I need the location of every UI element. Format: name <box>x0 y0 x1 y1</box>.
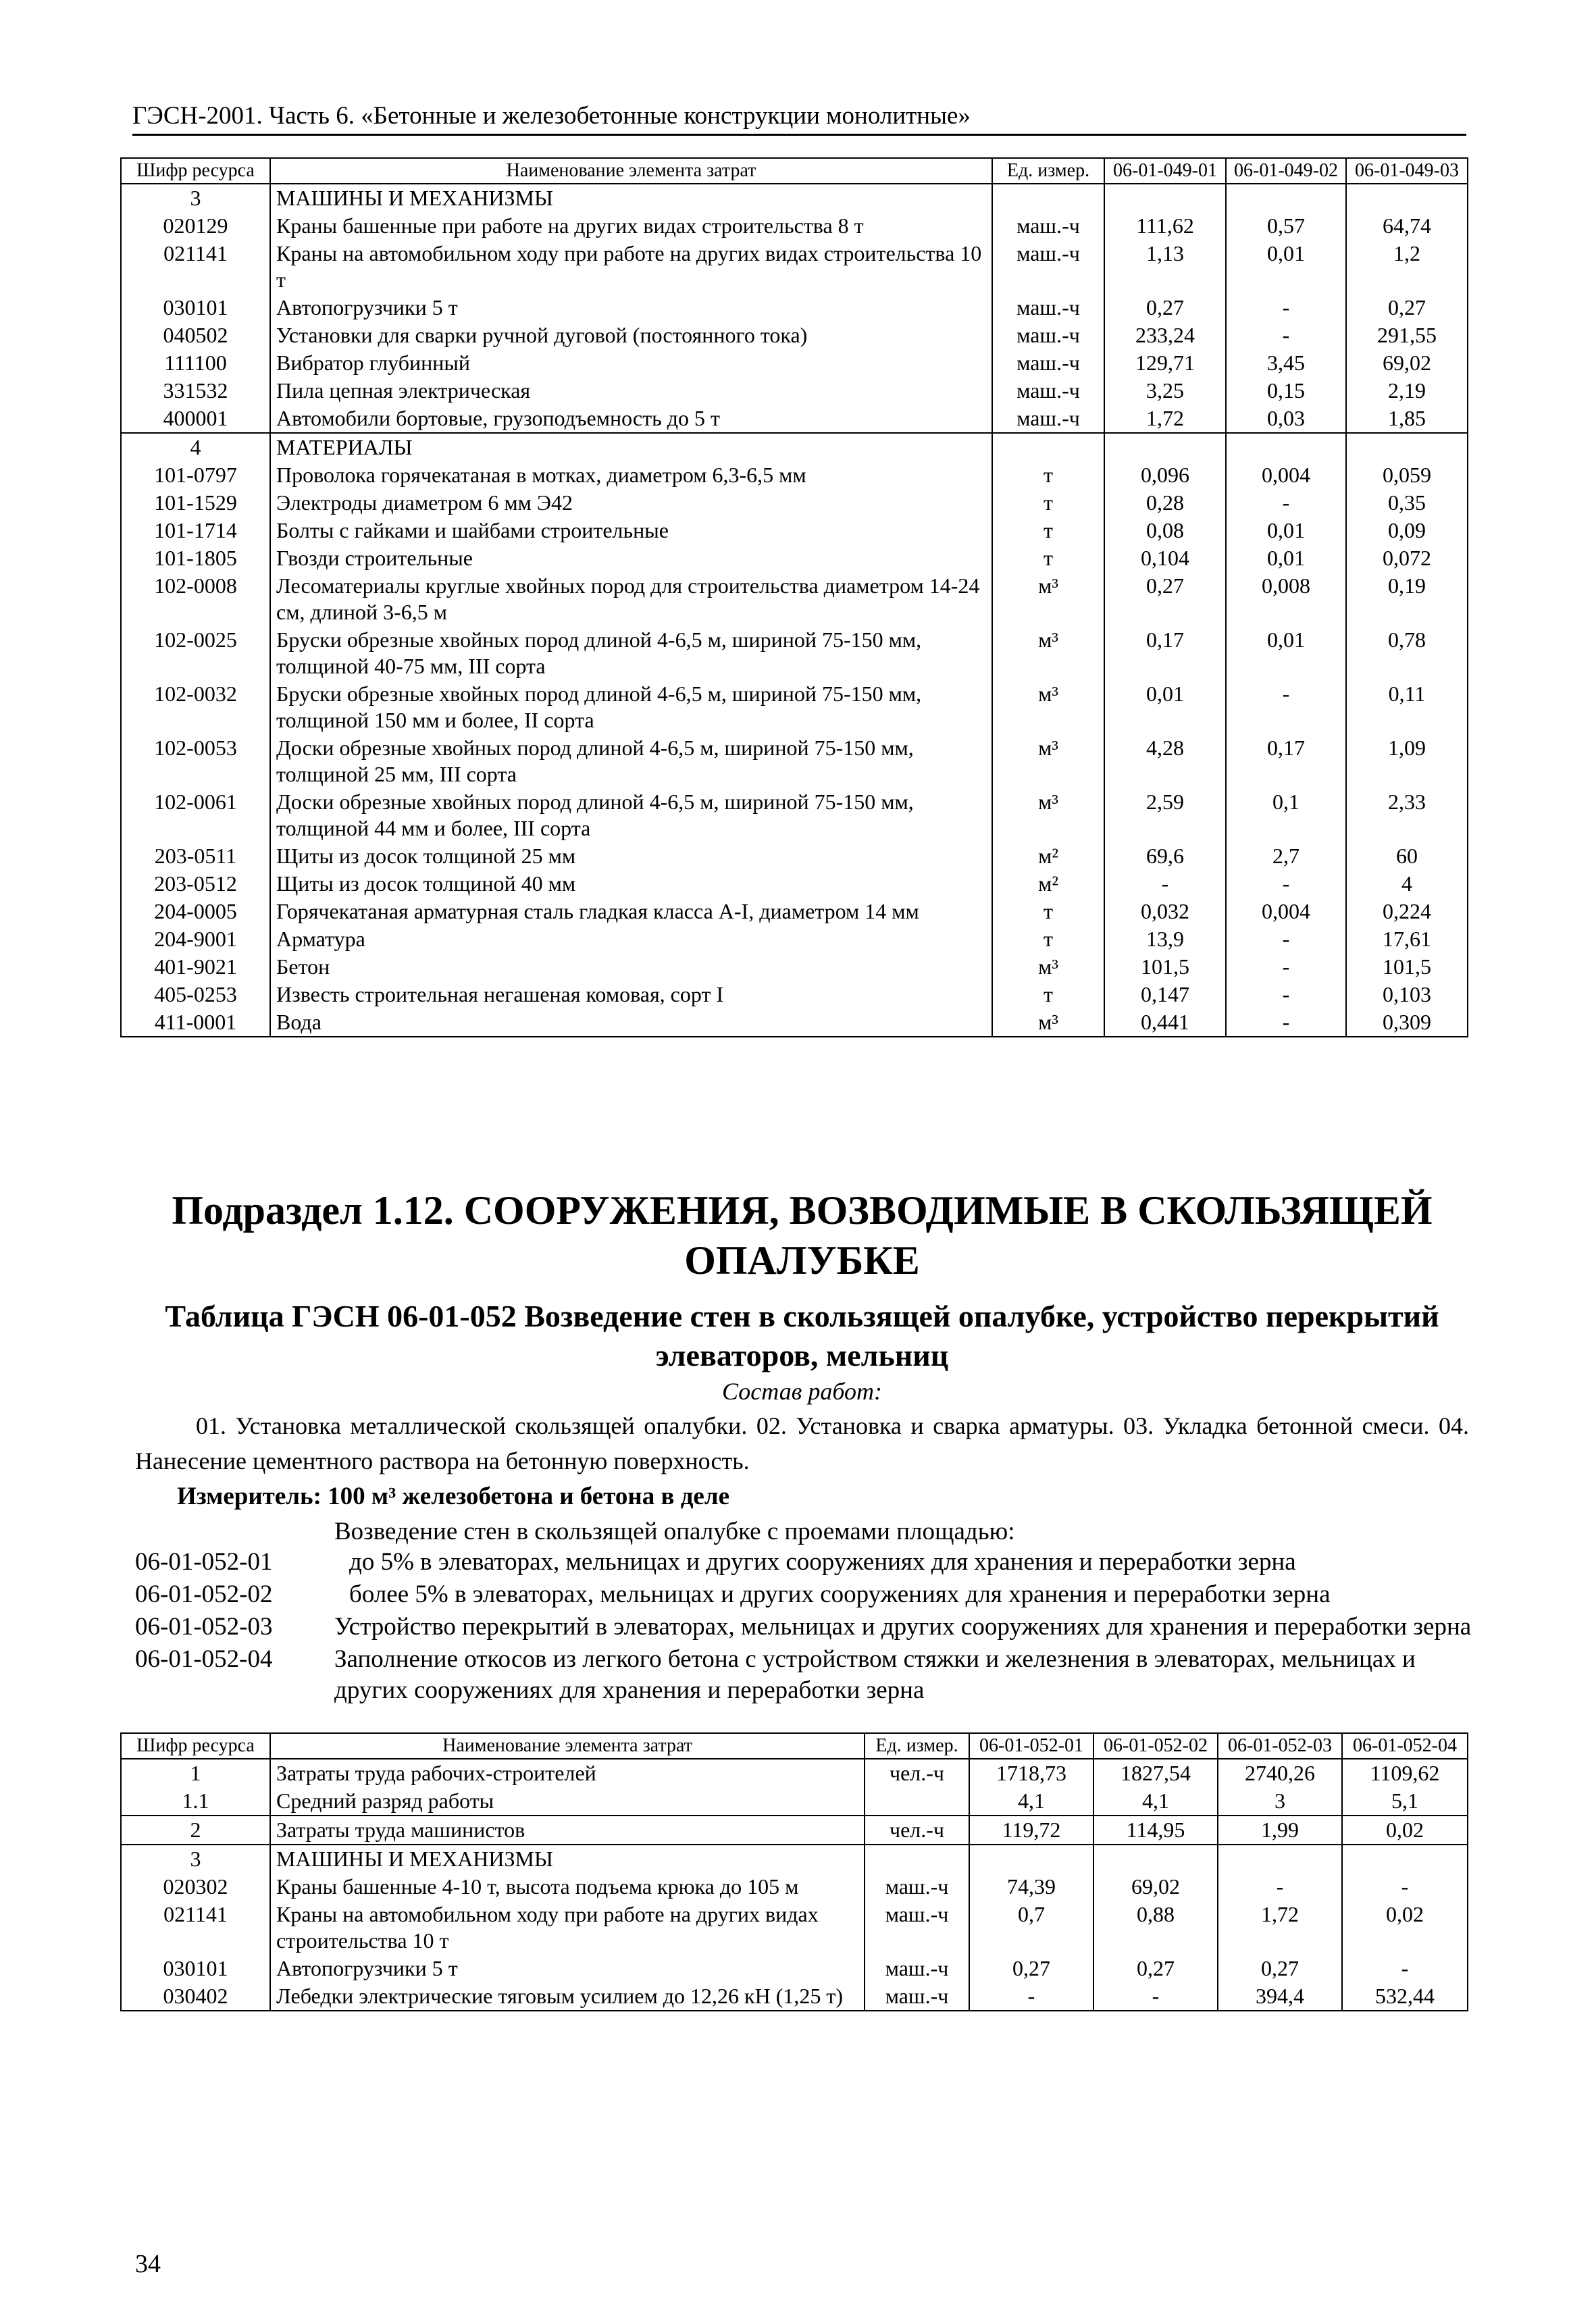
cell-value <box>1104 433 1226 461</box>
cell-name: Затраты труда рабочих-строителей <box>270 1759 865 1787</box>
cell-unit: маш.-ч <box>992 240 1104 294</box>
cell-value: - <box>1226 294 1346 322</box>
table-row <box>121 1816 1468 1845</box>
cell-value: - <box>1226 870 1346 898</box>
cell-code: 400001 <box>121 405 270 433</box>
cell-value: - <box>1342 1955 1468 1982</box>
cell-value: 74,39 <box>969 1873 1093 1901</box>
cell-unit: м³ <box>992 680 1104 734</box>
cell-value: 4,1 <box>1093 1787 1218 1816</box>
table-row <box>121 842 1468 870</box>
cell-name: Средний разряд работы <box>270 1787 865 1816</box>
cell-value: 111,62 <box>1104 212 1226 240</box>
cell-unit: т <box>992 461 1104 489</box>
cell-value: 0,224 <box>1346 898 1468 925</box>
cell-value: 1718,73 <box>969 1759 1093 1787</box>
table-row <box>121 788 1468 842</box>
cell-name: Затраты труда машинистов <box>270 1816 865 1845</box>
cell-code: 102-0053 <box>121 734 270 788</box>
cell-code: 021141 <box>121 240 270 294</box>
norm-code: 06-01-052-02 <box>135 1580 273 1608</box>
cell-value: 0,032 <box>1104 898 1226 925</box>
cell-name: Проволока горячекатаная в мотках, диаметром 6,3-6,5 мм <box>270 461 992 489</box>
cell-value <box>1342 1845 1468 1873</box>
cell-unit <box>865 1845 969 1873</box>
cell-unit: маш.-ч <box>865 1901 969 1955</box>
cell-value: 0,08 <box>1104 517 1226 544</box>
cell-unit <box>992 184 1104 212</box>
cell-value: - <box>1226 981 1346 1008</box>
table-row <box>121 544 1468 572</box>
cell-code: 020129 <box>121 212 270 240</box>
cell-value: - <box>1226 680 1346 734</box>
cell-value: - <box>1093 1982 1218 2011</box>
cell-unit <box>865 1787 969 1816</box>
cell-value <box>1226 184 1346 212</box>
cell-value: 0,004 <box>1226 898 1346 925</box>
table-row <box>121 240 1468 294</box>
cell-value: 0,147 <box>1104 981 1226 1008</box>
cell-code: 204-0005 <box>121 898 270 925</box>
cell-code: 1 <box>121 1759 270 1787</box>
cell-value: 1,09 <box>1346 734 1468 788</box>
table-row <box>121 1901 1468 1955</box>
cell-name: МАТЕРИАЛЫ <box>270 433 992 461</box>
cell-value: - <box>1218 1873 1342 1901</box>
cell-value: 1,13 <box>1104 240 1226 294</box>
cell-code: 102-0032 <box>121 680 270 734</box>
cell-unit: маш.-ч <box>992 294 1104 322</box>
cell-name: Пила цепная электрическая <box>270 377 992 405</box>
cell-value: 129,71 <box>1104 349 1226 377</box>
table-body <box>121 1759 1468 2011</box>
col-unit-header: Ед. измер. <box>992 158 1104 184</box>
norm-code: 06-01-052-04 <box>135 1645 273 1673</box>
cell-unit: маш.-ч <box>865 1873 969 1901</box>
cell-value: 0,27 <box>1093 1955 1218 1982</box>
cell-value: 69,02 <box>1346 349 1468 377</box>
measure-unit: Измеритель: 100 м³ железобетона и бетона в деле <box>177 1483 730 1510</box>
cell-code: 4 <box>121 433 270 461</box>
resource-table-049 <box>120 157 1468 1037</box>
cell-value: 0,441 <box>1104 1008 1226 1037</box>
table-row <box>121 572 1468 626</box>
cell-value: - <box>1342 1873 1468 1901</box>
cell-value: 0,27 <box>1218 1955 1342 1982</box>
cell-code: 102-0008 <box>121 572 270 626</box>
cell-value: 0,01 <box>1226 544 1346 572</box>
cell-code: 204-9001 <box>121 925 270 953</box>
table-body <box>121 184 1468 1037</box>
cell-name: Арматура <box>270 925 992 953</box>
cell-value: - <box>1226 1008 1346 1037</box>
cell-value: 0,17 <box>1226 734 1346 788</box>
cell-value: - <box>1226 489 1346 517</box>
cell-name: Краны на автомобильном ходу при работе на других видах строительства 10 т <box>270 1901 865 1955</box>
cell-unit: маш.-ч <box>992 322 1104 349</box>
cell-code: 102-0061 <box>121 788 270 842</box>
cell-value: 0,28 <box>1104 489 1226 517</box>
table-header-row <box>121 1733 1468 1759</box>
col-norm-header: 06-01-049-02 <box>1226 158 1346 184</box>
cell-value <box>1104 184 1226 212</box>
cell-name: Бруски обрезные хвойных пород длиной 4-6,5 м, шириной 75-150 мм, толщиной 40-75 мм, III сорта <box>270 626 992 680</box>
cell-value: 3,25 <box>1104 377 1226 405</box>
cell-value: 0,104 <box>1104 544 1226 572</box>
cell-value: 0,01 <box>1104 680 1226 734</box>
table-row <box>121 898 1468 925</box>
table-row <box>121 1787 1468 1816</box>
cell-unit: т <box>992 544 1104 572</box>
cell-value: 0,059 <box>1346 461 1468 489</box>
cell-value <box>1346 433 1468 461</box>
cell-value: 1,99 <box>1218 1816 1342 1845</box>
cell-value <box>969 1845 1093 1873</box>
cell-value: 1,72 <box>1218 1901 1342 1955</box>
norm-code-item <box>135 1644 1472 1706</box>
cell-name: Гвозди строительные <box>270 544 992 572</box>
cell-value: 5,1 <box>1342 1787 1468 1816</box>
cell-value: - <box>1226 322 1346 349</box>
cell-code: 101-1529 <box>121 489 270 517</box>
table-row <box>121 349 1468 377</box>
cell-unit: т <box>992 489 1104 517</box>
cell-code: 101-1714 <box>121 517 270 544</box>
cell-value: 4 <box>1346 870 1468 898</box>
norm-code-text: до 5% в элеваторах, мельницах и других сооружениях для хранения и переработки зерна <box>349 1548 1296 1576</box>
cell-code: 2 <box>121 1816 270 1845</box>
cell-name: Электроды диаметром 6 мм Э42 <box>270 489 992 517</box>
table-row <box>121 981 1468 1008</box>
col-code-header: Шифр ресурса <box>121 1733 270 1759</box>
cell-name: Краны башенные 4-10 т, высота подъема крюка до 105 м <box>270 1873 865 1901</box>
col-norm-header: 06-01-052-03 <box>1218 1733 1342 1759</box>
cell-value: 101,5 <box>1104 953 1226 981</box>
cell-value: 394,4 <box>1218 1982 1342 2011</box>
cell-value: 0,88 <box>1093 1901 1218 1955</box>
cell-name: Вибратор глубинный <box>270 349 992 377</box>
cell-name: МАШИНЫ И МЕХАНИЗМЫ <box>270 1845 865 1873</box>
norm-table-title: Таблица ГЭСН 06-01-052 Возведение стен в скользящей опалубке, устройство перекрытий элеваторов, мельниц <box>165 1299 1439 1372</box>
cell-name: Бетон <box>270 953 992 981</box>
cell-unit: м² <box>992 870 1104 898</box>
cell-unit: м³ <box>992 953 1104 981</box>
cell-value: 17,61 <box>1346 925 1468 953</box>
cell-code: 405-0253 <box>121 981 270 1008</box>
cell-value: 0,27 <box>1346 294 1468 322</box>
cell-name: Известь строительная негашеная комовая, сорт I <box>270 981 992 1008</box>
cell-unit: маш.-ч <box>992 405 1104 433</box>
cell-name: Установки для сварки ручной дуговой (постоянного тока) <box>270 322 992 349</box>
cell-value: 532,44 <box>1342 1982 1468 2011</box>
norm-code: 06-01-052-01 <box>135 1548 273 1576</box>
cell-value: 1,72 <box>1104 405 1226 433</box>
cell-value: 291,55 <box>1346 322 1468 349</box>
cell-code: 203-0511 <box>121 842 270 870</box>
cell-code: 331532 <box>121 377 270 405</box>
table-row <box>121 870 1468 898</box>
cell-value: 2,59 <box>1104 788 1226 842</box>
cell-value: 0,02 <box>1342 1816 1468 1845</box>
cell-name: Краны на автомобильном ходу при работе на других видах строительства 10 т <box>270 240 992 294</box>
cell-value: 0,78 <box>1346 626 1468 680</box>
cell-value: 0,1 <box>1226 788 1346 842</box>
cell-unit: т <box>992 925 1104 953</box>
norm-code-item <box>135 1547 1472 1578</box>
cell-value: - <box>1226 953 1346 981</box>
cell-value: 69,02 <box>1093 1873 1218 1901</box>
cell-name: Горячекатаная арматурная сталь гладкая класса А-I, диаметром 14 мм <box>270 898 992 925</box>
subsection-title: Подраздел 1.12. СООРУЖЕНИЯ, ВОЗВОДИМЫЕ В СКОЛЬЗЯЩЕЙ ОПАЛУБКЕ <box>172 1188 1433 1283</box>
norm-code: 06-01-052-03 <box>135 1613 273 1641</box>
cell-code: 1.1 <box>121 1787 270 1816</box>
cell-value: - <box>969 1982 1093 2011</box>
cell-value: 0,03 <box>1226 405 1346 433</box>
cell-value: 0,103 <box>1346 981 1468 1008</box>
cell-name: Краны башенные при работе на других видах строительства 8 т <box>270 212 992 240</box>
cell-value: 3,45 <box>1226 349 1346 377</box>
cell-code: 030402 <box>121 1982 270 2011</box>
cell-unit: маш.-ч <box>992 349 1104 377</box>
cell-value: 114,95 <box>1093 1816 1218 1845</box>
cell-value: 1109,62 <box>1342 1759 1468 1787</box>
table-row <box>121 734 1468 788</box>
cell-value: 0,01 <box>1226 517 1346 544</box>
cell-value: 0,072 <box>1346 544 1468 572</box>
col-norm-header: 06-01-052-01 <box>969 1733 1093 1759</box>
cell-code: 101-1805 <box>121 544 270 572</box>
cell-code: 030101 <box>121 1955 270 1982</box>
cell-value: 4,1 <box>969 1787 1093 1816</box>
cell-value: 69,6 <box>1104 842 1226 870</box>
cell-value: 0,15 <box>1226 377 1346 405</box>
cell-unit: чел.-ч <box>865 1816 969 1845</box>
cell-code: 3 <box>121 1845 270 1873</box>
cell-name: Лесоматериалы круглые хвойных пород для строительства диаметром 14-24 см, длиной 3-6,5 м <box>270 572 992 626</box>
table-row <box>121 294 1468 322</box>
col-unit-header: Ед. измер. <box>865 1733 969 1759</box>
cell-unit: маш.-ч <box>865 1955 969 1982</box>
cell-name: Лебедки электрические тяговым усилием до 12,26 кН (1,25 т) <box>270 1982 865 2011</box>
table-row <box>121 489 1468 517</box>
cell-unit: м² <box>992 842 1104 870</box>
codes-intro: Возведение стен в скользящей опалубке с проемами площадью: <box>334 1518 1015 1545</box>
table-section-row <box>121 184 1468 212</box>
cell-unit: м³ <box>992 572 1104 626</box>
cell-value: 60 <box>1346 842 1468 870</box>
cell-code: 401-9021 <box>121 953 270 981</box>
cell-code: 021141 <box>121 1901 270 1955</box>
cell-unit <box>992 433 1104 461</box>
cell-value: 0,01 <box>1226 626 1346 680</box>
cell-value: 233,24 <box>1104 322 1226 349</box>
table-row <box>121 212 1468 240</box>
table-row <box>121 461 1468 489</box>
table-row <box>121 680 1468 734</box>
cell-unit: т <box>992 981 1104 1008</box>
cell-value <box>1093 1845 1218 1873</box>
cell-value <box>1346 184 1468 212</box>
cell-value: 3 <box>1218 1787 1342 1816</box>
col-code-header: Шифр ресурса <box>121 158 270 184</box>
norm-code-item <box>135 1579 1472 1610</box>
cell-name: Доски обрезные хвойных пород длиной 4-6,5 м, шириной 75-150 мм, толщиной 44 мм и более, III сорта <box>270 788 992 842</box>
cell-name: Автомобили бортовые, грузоподъемность до 5 т <box>270 405 992 433</box>
cell-value: 0,11 <box>1346 680 1468 734</box>
cell-code: 040502 <box>121 322 270 349</box>
cell-value: 0,27 <box>1104 294 1226 322</box>
cell-unit: маш.-ч <box>865 1982 969 2011</box>
norm-code-text: более 5% в элеваторах, мельницах и других сооружениях для хранения и переработки зерна <box>349 1580 1331 1608</box>
norm-codes-list <box>135 1547 1472 1707</box>
cell-value: 1,2 <box>1346 240 1468 294</box>
cell-value: 0,17 <box>1104 626 1226 680</box>
cell-value: 64,74 <box>1346 212 1468 240</box>
cell-code: 030101 <box>121 294 270 322</box>
norm-code-text: Устройство перекрытий в элеваторах, мельницах и других сооружениях для хранения и переработки зерна <box>334 1613 1472 1641</box>
cell-code: 3 <box>121 184 270 212</box>
cell-value: 1827,54 <box>1093 1759 1218 1787</box>
composition-title: Состав работ: <box>722 1378 882 1405</box>
table-section-row <box>121 433 1468 461</box>
cell-value: - <box>1226 925 1346 953</box>
col-norm-header: 06-01-049-03 <box>1346 158 1468 184</box>
cell-name: Бруски обрезные хвойных пород длиной 4-6,5 м, шириной 75-150 мм, толщиной 150 мм и более, II сорта <box>270 680 992 734</box>
table-row <box>121 953 1468 981</box>
table-header-row <box>121 158 1468 184</box>
col-norm-header: 06-01-049-01 <box>1104 158 1226 184</box>
table-section-row <box>121 1845 1468 1873</box>
cell-name: Автопогрузчики 5 т <box>270 294 992 322</box>
col-norm-header: 06-01-052-04 <box>1342 1733 1468 1759</box>
cell-name: Болты с гайками и шайбами строительные <box>270 517 992 544</box>
cell-unit: т <box>992 517 1104 544</box>
col-name-header: Наименование элемента затрат <box>270 158 992 184</box>
cell-code: 102-0025 <box>121 626 270 680</box>
cell-value: 0,008 <box>1226 572 1346 626</box>
cell-value: 4,28 <box>1104 734 1226 788</box>
cell-value: 0,096 <box>1104 461 1226 489</box>
cell-value: 0,01 <box>1226 240 1346 294</box>
resource-table-052 <box>120 1732 1468 2011</box>
table-row <box>121 377 1468 405</box>
cell-name: Щиты из досок толщиной 25 мм <box>270 842 992 870</box>
cell-value: 0,19 <box>1346 572 1468 626</box>
table-row <box>121 405 1468 433</box>
cell-value: 0,57 <box>1226 212 1346 240</box>
cell-code: 020302 <box>121 1873 270 1901</box>
works-description: 01. Установка металлической скользящей опалубки. 02. Установка и сварка арматуры. 03. Укладка бетонной смеси. 04. Нанесение цементного раствора на бетонную поверхность. <box>135 1412 1469 1474</box>
cell-unit: маш.-ч <box>992 212 1104 240</box>
cell-value: 0,004 <box>1226 461 1346 489</box>
cell-code: 111100 <box>121 349 270 377</box>
cell-code: 411-0001 <box>121 1008 270 1037</box>
table-row <box>121 517 1468 544</box>
cell-value: 0,309 <box>1346 1008 1468 1037</box>
cell-value: 0,02 <box>1342 1901 1468 1955</box>
cell-unit: м³ <box>992 734 1104 788</box>
cell-value: 2,7 <box>1226 842 1346 870</box>
cell-value: 0,7 <box>969 1901 1093 1955</box>
table-row <box>121 1759 1468 1787</box>
cell-value <box>1226 433 1346 461</box>
norm-code-item <box>135 1612 1472 1643</box>
table-row <box>121 322 1468 349</box>
cell-unit: маш.-ч <box>992 377 1104 405</box>
cell-unit: м³ <box>992 788 1104 842</box>
norm-code-text: Заполнение откосов из легкого бетона с устройством стяжки и железнения в элеваторах, мельницах и других сооружениях для хранения и переработки зерна <box>334 1645 1416 1704</box>
cell-value: 119,72 <box>969 1816 1093 1845</box>
cell-name: Щиты из досок толщиной 40 мм <box>270 870 992 898</box>
cell-value: 0,09 <box>1346 517 1468 544</box>
cell-value: - <box>1104 870 1226 898</box>
col-norm-header: 06-01-052-02 <box>1093 1733 1218 1759</box>
table-row <box>121 1955 1468 1982</box>
cell-unit: т <box>992 898 1104 925</box>
table-row <box>121 1008 1468 1037</box>
cell-value: 2,19 <box>1346 377 1468 405</box>
cell-unit: чел.-ч <box>865 1759 969 1787</box>
cell-name: Доски обрезные хвойных пород длиной 4-6,5 м, шириной 75-150 мм, толщиной 25 мм, III сорта <box>270 734 992 788</box>
table-row <box>121 925 1468 953</box>
cell-value: 13,9 <box>1104 925 1226 953</box>
cell-value: 0,35 <box>1346 489 1468 517</box>
running-header: ГЭСН-2001. Часть 6. «Бетонные и железобетонные конструкции монолитные» <box>132 101 1466 136</box>
page-number: 34 <box>135 2250 161 2278</box>
cell-unit: м³ <box>992 1008 1104 1037</box>
table-row <box>121 1873 1468 1901</box>
table-row <box>121 1982 1468 2011</box>
cell-value: 101,5 <box>1346 953 1468 981</box>
cell-name: Вода <box>270 1008 992 1037</box>
cell-unit: м³ <box>992 626 1104 680</box>
table-row <box>121 626 1468 680</box>
cell-name: Автопогрузчики 5 т <box>270 1955 865 1982</box>
cell-value: 0,27 <box>1104 572 1226 626</box>
cell-value <box>1218 1845 1342 1873</box>
col-name-header: Наименование элемента затрат <box>270 1733 865 1759</box>
cell-name: МАШИНЫ И МЕХАНИЗМЫ <box>270 184 992 212</box>
cell-value: 2740,26 <box>1218 1759 1342 1787</box>
cell-value: 2,33 <box>1346 788 1468 842</box>
cell-code: 101-0797 <box>121 461 270 489</box>
cell-code: 203-0512 <box>121 870 270 898</box>
cell-value: 1,85 <box>1346 405 1468 433</box>
cell-value: 0,27 <box>969 1955 1093 1982</box>
